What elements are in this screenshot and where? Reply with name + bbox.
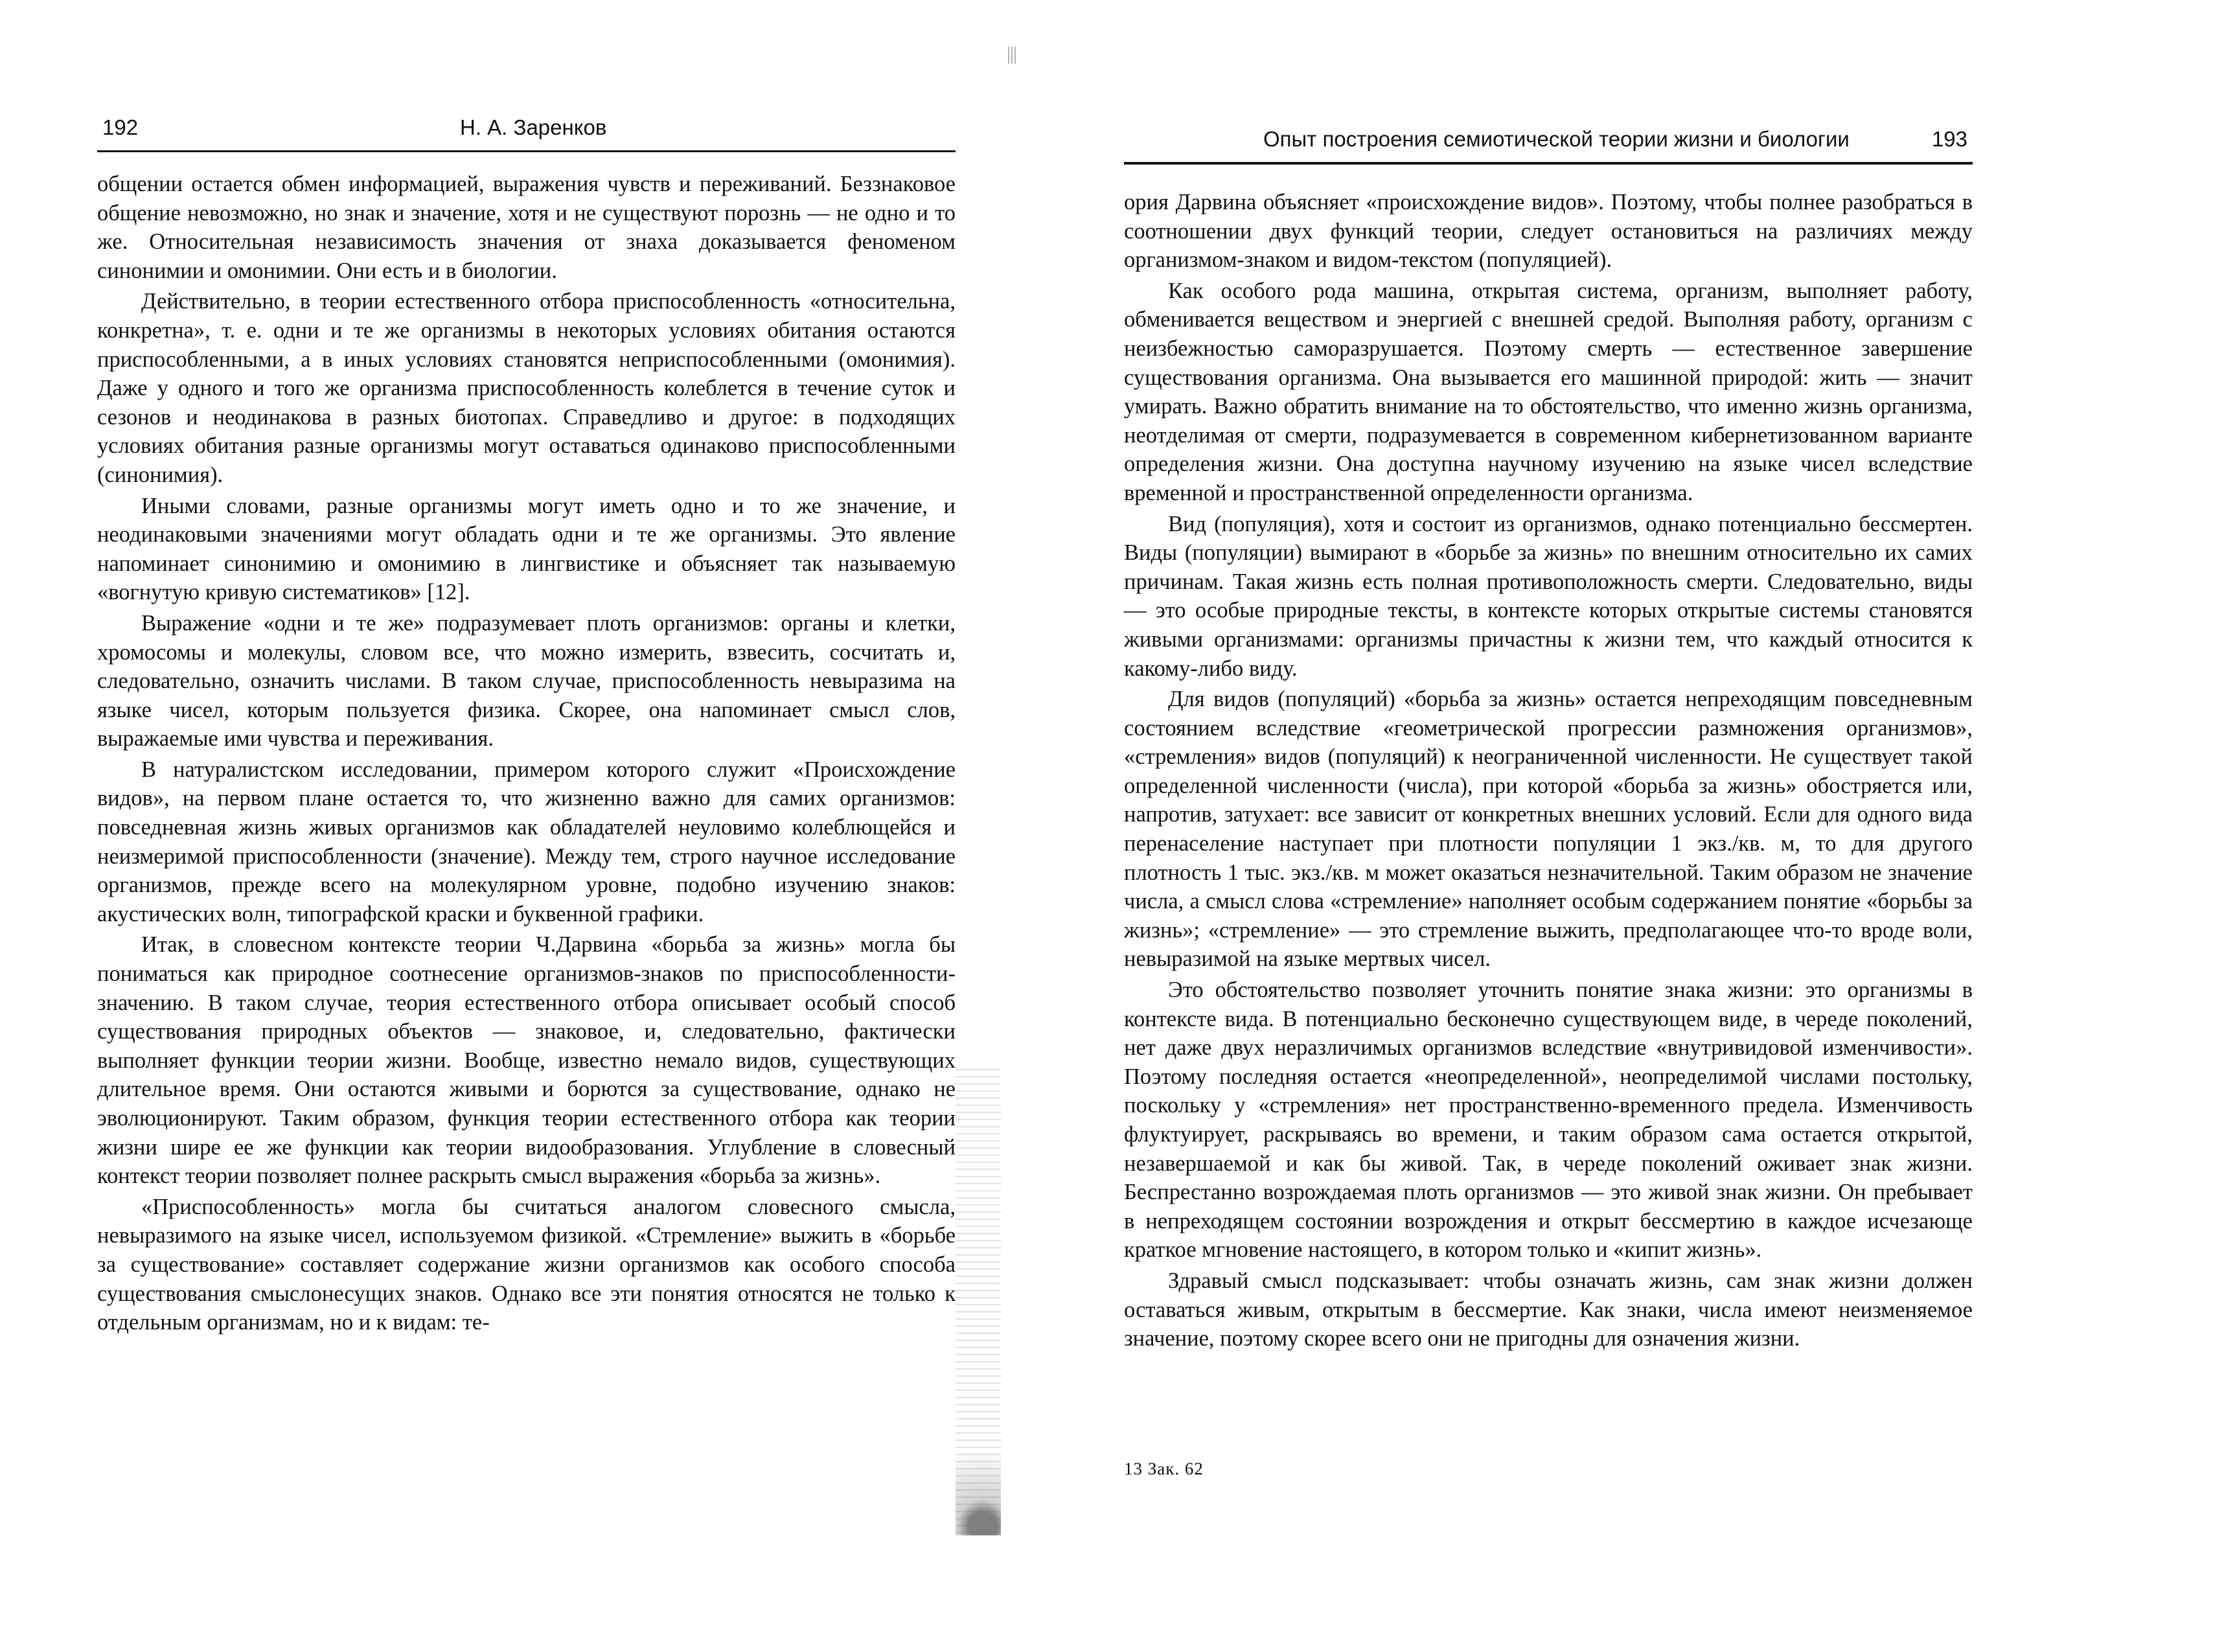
left-page-body — [97, 170, 956, 1339]
right-page-number: 193 — [1931, 127, 1967, 151]
gutter-scan-mark — [1008, 47, 1017, 63]
printer-signature: 13 Зак. 62 — [1124, 1459, 1204, 1478]
paragraph: Как особого рода машина, открытая система, организм, выполняет работу, обменивается веществом и энергией с внешней средой. Выполняя работу, организм с неизбежностью саморазрушается. Поэтому смерть — естественное завершение существования организма. Она вызывается его машинной природой: жить — значит умирать. Важно обратить внимание на то обстоятельство, что именно жизнь организма, неотделимая от смерти, подразумевается в современном кибернетизованном варианте определения жизни. Она доступна научному изучению на языке чисел вследствие временной и пространственной определенности организма. — [1124, 278, 1973, 505]
left-running-head — [97, 111, 956, 152]
paragraph: общении остается обмен информацией, выражения чувств и переживаний. Беззнаковое общение невозможно, но знак и значение, хотя и не существуют порознь — не одно и то же. Относительная независимость значения от знаха доказывается феноменом синонимии и омонимии. Они есть и в биологии. — [97, 172, 956, 283]
left-page-number: 192 — [102, 115, 139, 139]
gutter-scan-noise — [956, 1069, 1001, 1535]
paragraph: Для видов (популяций) «борьба за жизнь» остается непреходящим повседневным состоянием вследствие «геометрической прогрессии размножения организмов», «стремления» видов (популяций) к неограниченной численности. Не существует такой определенной численности (числа), при которой «борьба за жизнь» обостряется или, напротив, затухает: все зависит от конкретных внешних условий. Если для одного вида перенаселение наступает при плотности популяции 1 экз./кв. м, то для другого плотность 1 тыс. экз./кв. м может оказаться незначительной. Таким образом не значение числа, а смысл слова «стремление» наполняет особым содержанием понятие «борьбы за жизнь»; «стремление» — это стремление выжить, предполагающее что-то вроде воли, невыразимой на языке мертвых чисел. — [1124, 687, 1973, 972]
paragraph: Это обстоятельство позволяет уточнить понятие знака жизни: это организмы в контексте вида. В потенциально бесконечно существующем виде, в череде поколений, нет даже двух неразличимых организмов вследствие «внутривидовой изменчивости». Поэтому последняя остается «неопределенной», неопределимой числами постольку, поскольку у «стремления» нет пространственно-временного предела. Изменчивость флуктуирует, раскрываясь во времени, и таким образом сама остается открытой, незавершаемой и как бы живой. Так, в череде поколений оживает знак жизни. Беспрестанно возрождаемая плоть организмов — это живой знак жизни. Он пребывает в непреходящем состоянии возрождения и открыт бессмертию в каждое исчезающе краткое мгновение настоящего, в котором только и «кипит жизнь». — [1124, 978, 1973, 1263]
left-page — [97, 0, 956, 1652]
paragraph: ория Дарвина объясняет «происхождение видов». Поэтому, чтобы полнее разобраться в соотношении двух функций теории, следует остановиться на различиях между организмом-знаком и видом-текстом (популяцией). — [1124, 190, 1973, 273]
running-author: Н. А. Заренков — [460, 115, 607, 139]
paragraph: Вид (популяция), хотя и состоит из организмов, однако потенциально бессмертен. Виды (популяции) вымирают в «борьбе за жизнь» по внешним относительно их самих причинам. Такая жизнь есть полная противоположность смерти. Следовательно, виды — это особые природные тексты, в контексте которых открытые системы становятся живыми организмами: организмы причастны к жизни тем, что каждый относится к какому-либо виду. — [1124, 511, 1973, 681]
right-page-body — [1124, 188, 1973, 1355]
paragraph: Действительно, в теории естественного отбора приспособленность «относительна, конкретна», т. е. одни и те же организмы в некоторых условиях обитания остаются приспособленными, а в иных условиях становятся неприспособленными (омонимия). Даже у одного и того же организма приспособленность колеблется в течение суток и сезонов и неодинакова в разных биотопах. Справедливо и другое: в подходящих условиях обитания разные организмы могут оставаться одинаково приспособленными (синонимия). — [97, 289, 956, 487]
paragraph: Здравый смысл подсказывает: чтобы означать жизнь, сам знак жизни должен оставаться живым, открытым в бессмертие. Как знаки, числа имеют неизменяемое значение, поэтому скорее всего они не пригодны для означения жизни. — [1124, 1268, 1973, 1351]
paragraph: Иными словами, разные организмы могут иметь одно и то же значение, и неодинаковыми значениями могут обладать одни и те же организмы. Это явление напоминает синонимию и омонимию в лингвистике и объясняет так называемую «вогнутую кривую систематиков» [12]. — [97, 493, 956, 605]
paragraph: В натуралистском исследовании, примером которого служит «Происхождение видов», на первом плане остается то, что жизненно важно для самих организмов: повседневная жизнь живых организмов как обладателей неуловимо колеблющейся и неизмеримой приспособленности (значение). Между тем, строго научное исследование организмов, прежде всего на молекулярном уровне, подобно изучению знаков: акустических волн, типографской краски и буквенной графики. — [97, 757, 956, 926]
running-title: Опыт построения семиотической теории жизни и биологии — [1263, 127, 1850, 151]
paragraph: «Приспособленность» могла бы считаться аналогом словесного смысла, невыразимого на языке чисел, используемом физикой. «Стремление» выжить в «борьбе за существование» составляет содержание жизни организмов как особого способа существования смыслонесущих знаков. Однако все эти понятия относятся не только к отдельным организмам, но и к видам: те- — [97, 1194, 956, 1335]
right-running-head — [1124, 123, 1973, 165]
paragraph: Выражение «одни и те же» подразумевает плоть организмов: органы и клетки, хромосомы и молекулы, словом все, что можно измерить, взвесить, сосчитать и, следовательно, означить числами. В таком случае, приспособленность невыразима на языке чисел, которым пользуется физика. Скорее, она напоминает смысл слов, выражаемые ими чувства и переживания. — [97, 610, 956, 751]
paragraph: Итак, в словесном контексте теории Ч.Дарвина «борьба за жизнь» могла бы пониматься как природное соотнесение организмов-знаков по приспособленности-значению. В таком случае, теория естественного отбора описывает особый способ существования природных объектов — знаковое, и, следовательно, фактически выполняет функции теории жизни. Вообще, известно немало видов, существующих длительное время. Они остаются живыми и борются за существование, однако не эволюционируют. Таким образом, функция теории естественного отбора как теории жизни шире ее же функции как теории видообразования. Углубление в словесный контекст теории позволяет полнее раскрыть смысл выражения «борьба за жизнь». — [97, 932, 956, 1189]
right-page — [1124, 0, 1973, 1652]
